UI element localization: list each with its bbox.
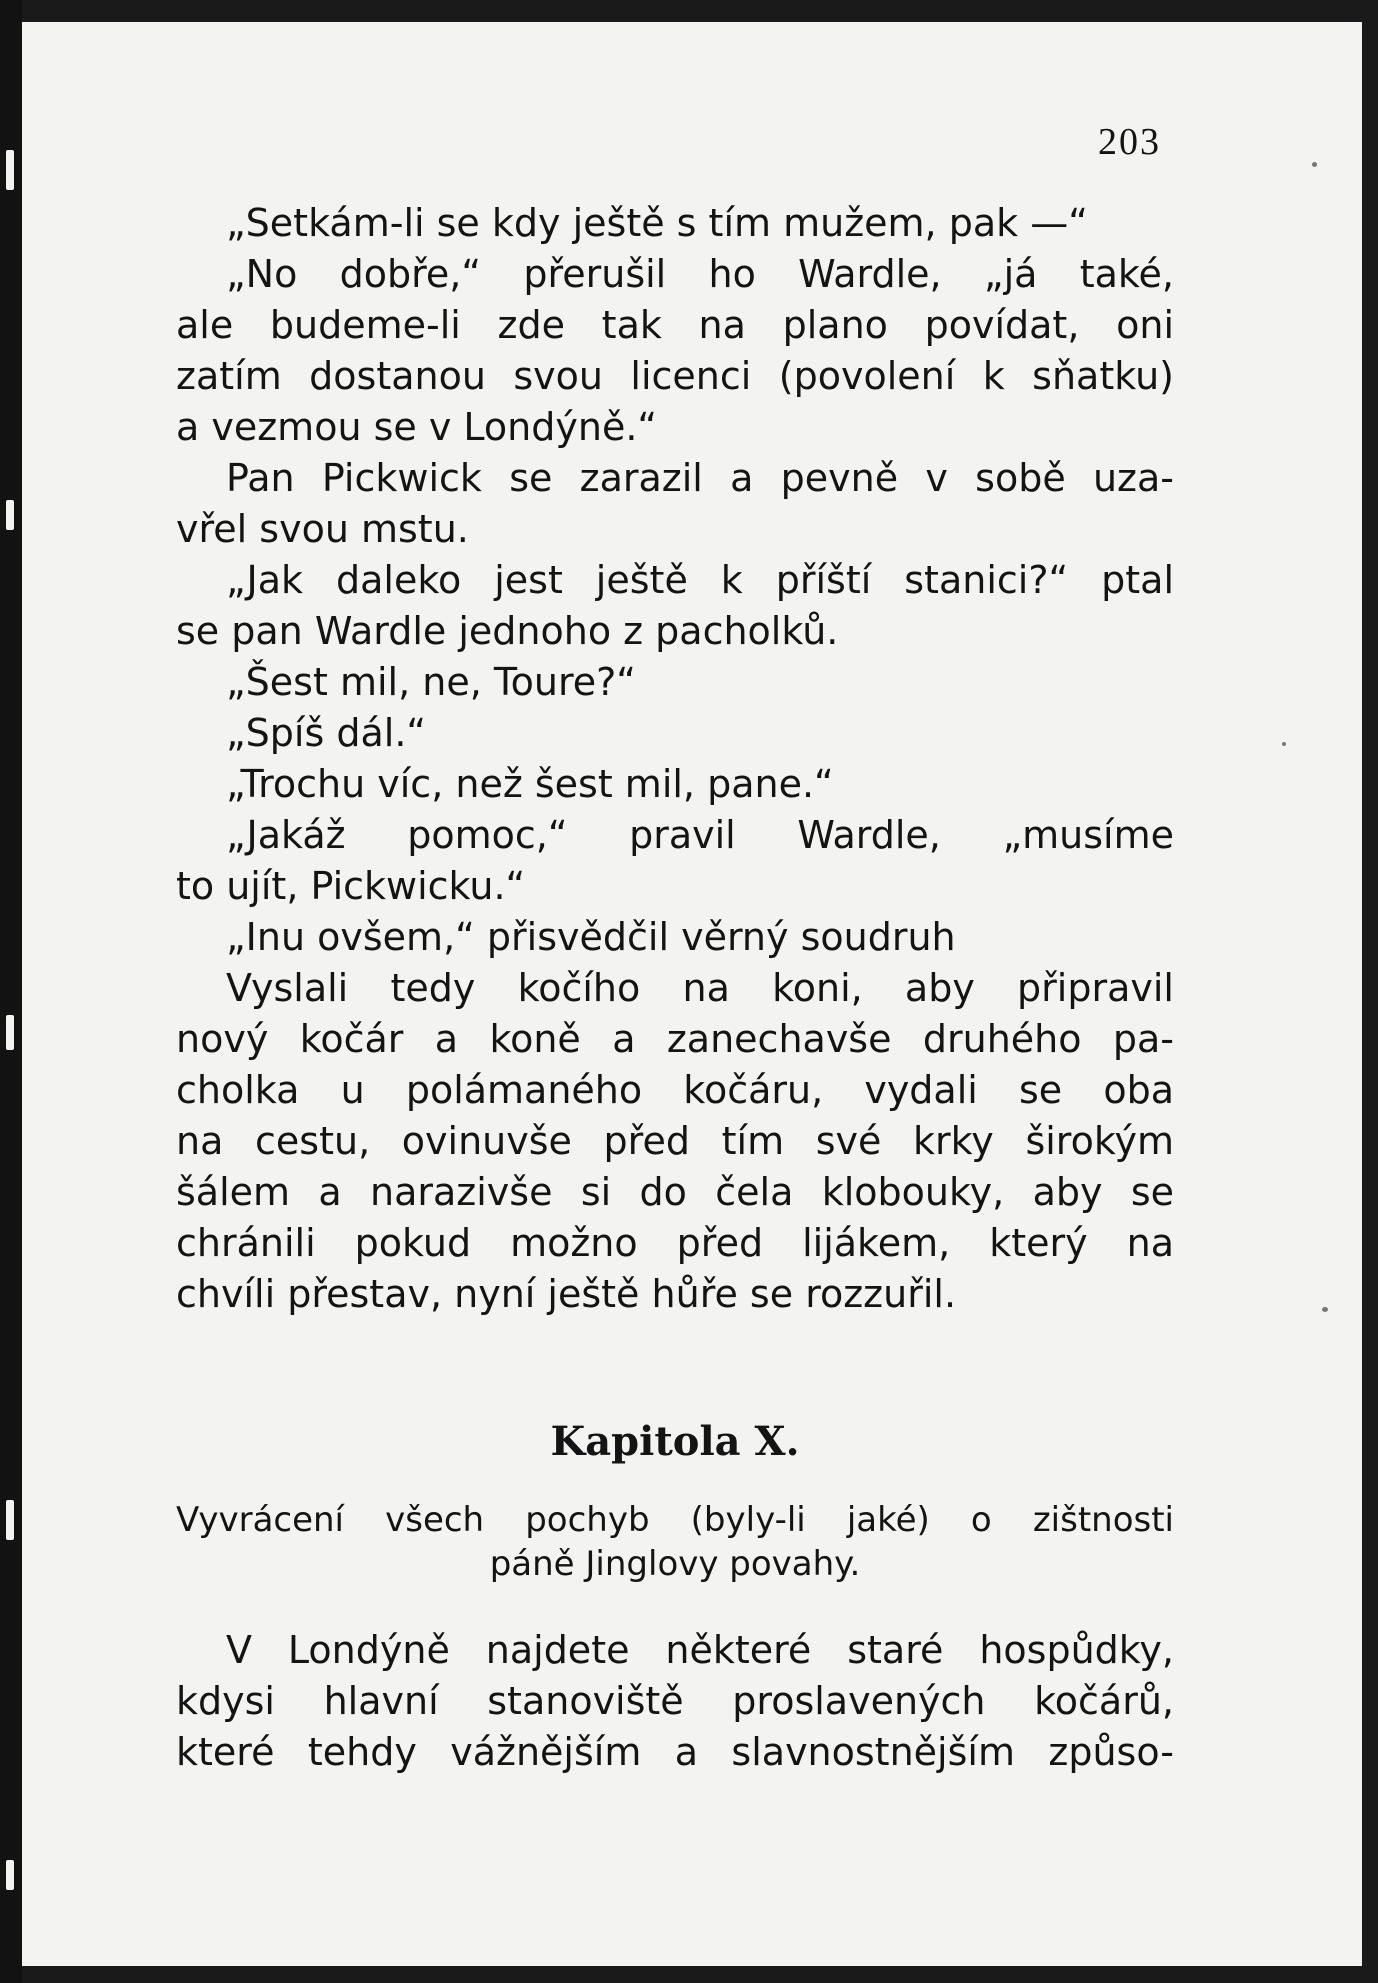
body-text — [176, 198, 1174, 1320]
chapter-subtitle-line: Vyvrácení všech pochyb (byly-li jaké) o zištnosti — [176, 1500, 1174, 1540]
scan-speck — [1322, 1307, 1328, 1312]
text-line: vřel svou mstu. — [176, 507, 469, 551]
text-line: šálem a narazivše si do čela klobouky, aby se — [176, 1170, 1174, 1214]
chapter-text — [176, 1625, 1174, 1778]
text-line: cholka u polámaného kočáru, vydali se oba — [176, 1068, 1174, 1112]
scan-speck — [1312, 162, 1317, 167]
chapter-subtitle-line: páně Jinglovy povahy. — [489, 1544, 861, 1584]
text-line: na cestu, ovinuvše před tím své krky širokým — [176, 1119, 1174, 1163]
text-line: V Londýně najdete některé staré hospůdky, — [226, 1628, 1174, 1672]
text-line: „Setkám-li se kdy ještě s tím mužem, pak —“ — [226, 201, 1088, 245]
chapter-title: Kapitola X. — [550, 1418, 800, 1465]
page-number: 203 — [1098, 121, 1161, 163]
text-line: „Šest mil, ne, Toure?“ — [226, 660, 636, 704]
text-line: chránili pokud možno před lijákem, který na — [176, 1221, 1174, 1265]
scan-speck — [1282, 742, 1286, 746]
text-line: „Spíš dál.“ — [226, 711, 427, 755]
text-line: se pan Wardle jednoho z pacholků. — [176, 609, 839, 653]
text-line: a vezmou se v Londýně.“ — [176, 405, 658, 449]
scan-left-edge — [0, 0, 22, 1983]
text-line: Vyslali tedy kočího na koni, aby připravil — [226, 966, 1174, 1010]
text-line: „Jakáž pomoc,“ pravil Wardle, „musíme — [226, 813, 1174, 857]
text-line: zatím dostanou svou licenci (povolení k sňatku) — [176, 354, 1174, 398]
text-line: chvíli přestav, nyní ještě hůře se rozzuřil. — [176, 1272, 957, 1316]
text-line: „No dobře,“ přerušil ho Wardle, „já také, — [226, 252, 1174, 296]
text-line: které tehdy vážnějším a slavnostnějším způso- — [176, 1730, 1174, 1774]
text-line: ale budeme-li zde tak na plano povídat, oni — [176, 303, 1174, 347]
text-line: to ujít, Pickwicku.“ — [176, 864, 526, 908]
text-line: nový kočár a koně a zanechavše druhého pa- — [176, 1017, 1174, 1061]
text-line: Pan Pickwick se zarazil a pevně v sobě uza- — [226, 456, 1174, 500]
text-line: kdysi hlavní stanoviště proslavených kočárů, — [176, 1679, 1174, 1723]
chapter-subtitle — [176, 1498, 1174, 1586]
text-line: „Inu ovšem,“ přisvědčil věrný soudruh — [226, 915, 956, 959]
text-line: „Trochu víc, než šest mil, pane.“ — [226, 762, 834, 806]
text-line: „Jak daleko jest ještě k příští stanici?“ ptal — [226, 558, 1174, 602]
